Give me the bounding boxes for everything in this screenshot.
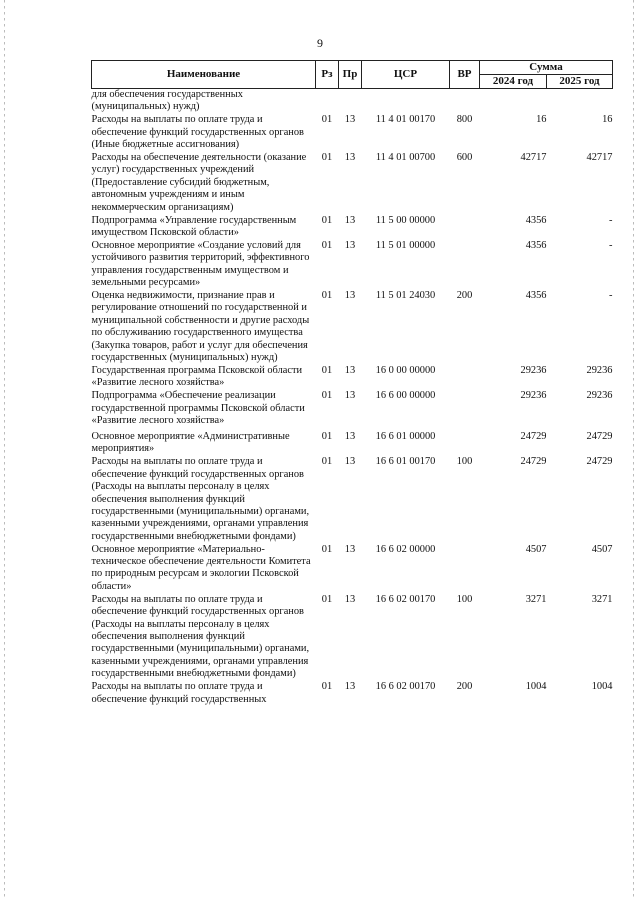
cell-sum-2025 — [547, 89, 613, 115]
cell-rz: 01 — [321, 290, 333, 301]
cell-pr: 13 — [344, 390, 356, 402]
cell-name: Основное мероприятие «Материально-техническое обеспечение деятельности Комитета по природным ресурсам и экологии Псковской области» — [91, 543, 311, 592]
cell-sum-2024 — [480, 89, 547, 115]
table-row — [92, 544, 613, 594]
cell-rz: 01 — [321, 456, 333, 468]
scan-edge-left — [4, 0, 5, 899]
header-rz: Рз — [316, 61, 339, 89]
cell-sum-2024: 4356 — [525, 239, 547, 251]
cell-csr: 16 6 01 00000 — [375, 430, 436, 442]
cell-rz: 01 — [321, 681, 333, 693]
cell-sum-2025: - — [609, 214, 613, 226]
cell-csr: 11 4 01 00170 — [375, 114, 436, 126]
cell-sum-2025: 24729 — [586, 430, 613, 442]
cell-name: Основное мероприятие «Создание условий для устойчивого развития территорий, эффективного управления государственным имуществом и земельными ресурсами» — [91, 239, 310, 289]
cell-vr: 100 — [456, 593, 473, 605]
header-year-2024: 2024 год — [480, 75, 547, 89]
cell-csr: 16 6 02 00000 — [375, 543, 436, 555]
cell-rz: 01 — [321, 543, 333, 555]
cell-sum-2025: 29236 — [586, 364, 613, 376]
cell-sum-2025: - — [609, 290, 613, 301]
cell-vr — [450, 365, 480, 390]
cell-vr: 200 — [456, 681, 473, 693]
cell-name: Расходы на выплаты по оплате труда и обеспечение функций государственных органов (Расходы на выплаты персоналу в целях обеспечения выполнения функций государственными (муниципальными) органами, казенными учреждениями, органами управления государственными внебюджетными фондами) — [91, 593, 310, 680]
cell-name: Основное мероприятие «Административные мероприятия» — [91, 430, 290, 455]
table-row — [92, 365, 613, 390]
cell-pr: 13 — [344, 593, 356, 605]
cell-sum-2024: 29236 — [520, 364, 547, 376]
cell-pr: 13 — [344, 214, 356, 226]
cell-vr — [450, 215, 480, 240]
table-row — [92, 152, 613, 215]
cell-rz: 01 — [321, 214, 333, 226]
cell-sum-2025: 24729 — [586, 456, 613, 468]
cell-name: для обеспечения государственных (муниципальных) нужд) — [91, 89, 243, 113]
cell-rz: 01 — [321, 593, 333, 605]
cell-rz: 01 — [321, 152, 333, 164]
scan-edge-right — [633, 0, 634, 899]
cell-sum-2025: 4507 — [591, 543, 613, 555]
cell-rz: 01 — [321, 430, 333, 442]
cell-pr: 13 — [344, 114, 356, 126]
cell-vr: 100 — [456, 456, 473, 468]
cell-sum-2024: 4356 — [525, 290, 547, 301]
cell-sum-2024: 16 — [536, 114, 547, 126]
header-pr: Пр — [339, 61, 362, 89]
header-name: Наименование — [92, 61, 316, 89]
cell-csr: 16 0 00 00000 — [375, 364, 436, 376]
cell-sum-2024: 42717 — [520, 152, 547, 164]
cell-pr: 13 — [344, 543, 356, 555]
cell-sum-2025: 16 — [602, 114, 613, 126]
table-row — [92, 594, 613, 681]
cell-sum-2025: 3271 — [591, 593, 613, 605]
table-header — [92, 61, 613, 89]
table-row — [92, 390, 613, 428]
table-row — [92, 89, 613, 115]
header-csr: ЦСР — [362, 61, 450, 89]
cell-csr: 16 6 02 00170 — [375, 593, 436, 605]
budget-table — [91, 60, 613, 706]
cell-csr — [362, 89, 450, 115]
header-sum: Сумма — [480, 61, 613, 75]
cell-sum-2025: 1004 — [591, 681, 613, 693]
cell-sum-2024: 3271 — [525, 593, 547, 605]
cell-sum-2025: 29236 — [586, 390, 613, 402]
cell-sum-2024: 29236 — [520, 390, 547, 402]
cell-vr — [450, 240, 480, 290]
cell-rz: 01 — [321, 364, 333, 376]
table-body — [92, 89, 613, 707]
cell-vr — [450, 89, 480, 115]
cell-name: Расходы на выплаты по оплате труда и обеспечение функций государственных — [91, 681, 267, 705]
cell-name: Расходы на обеспечение деятельности (оказание услуг) государственных учреждений (Предоставление субсидий бюджетным, автономным учреждениям и иным некоммерческим организациям) — [91, 152, 307, 213]
cell-name: Оценка недвижимости, признание прав и регулирование отношений по государственной и муниципальной собственности и другие расходы по обслуживанию государственного имущества (Закупка товаров, работ и услуг для обеспечения государственных (муниципальных) нужд) — [91, 290, 310, 364]
cell-sum-2024: 4507 — [525, 543, 547, 555]
cell-pr — [339, 89, 362, 115]
cell-rz: 01 — [321, 390, 333, 402]
header-vr: ВР — [450, 61, 480, 89]
cell-pr: 13 — [344, 456, 356, 468]
cell-vr — [450, 431, 480, 456]
cell-csr: 11 5 00 00000 — [375, 214, 436, 226]
cell-csr: 16 6 00 00000 — [375, 390, 436, 402]
cell-sum-2025: 42717 — [586, 152, 613, 164]
cell-pr: 13 — [344, 681, 356, 693]
cell-sum-2025: - — [609, 239, 613, 251]
table-row — [92, 681, 613, 706]
cell-csr: 11 5 01 00000 — [375, 239, 436, 251]
table-row — [92, 215, 613, 240]
header-year-2025: 2025 год — [547, 75, 613, 89]
cell-vr — [450, 390, 480, 428]
cell-pr: 13 — [344, 239, 356, 251]
cell-name: Подпрограмма «Управление государственным имуществом Псковской области» — [91, 214, 297, 238]
cell-sum-2024: 4356 — [525, 214, 547, 226]
cell-vr — [450, 544, 480, 594]
cell-name: Расходы на выплаты по оплате труда и обеспечение функций государственных органов (Расходы на выплаты персоналу в целях обеспечения выполнения функций государственными (муниципальными) органами, казенными учреждениями, органами управления государственными внебюджетными фондами) — [91, 456, 310, 542]
cell-csr: 11 4 01 00700 — [375, 152, 436, 164]
cell-name: Подпрограмма «Обеспечение реализации государственной программы Псковской области «Развитие лесного хозяйства» — [91, 390, 305, 427]
cell-vr: 200 — [456, 290, 473, 301]
table-row — [92, 431, 613, 456]
cell-pr: 13 — [344, 430, 356, 442]
cell-vr: 800 — [456, 114, 473, 126]
cell-csr: 11 5 01 24030 — [375, 290, 436, 301]
cell-sum-2024: 1004 — [525, 681, 547, 693]
cell-name: Государственная программа Псковской области «Развитие лесного хозяйства» — [91, 364, 303, 389]
cell-pr: 13 — [344, 152, 356, 164]
cell-rz: 01 — [321, 114, 333, 126]
cell-sum-2024: 24729 — [520, 430, 547, 442]
cell-csr: 16 6 01 00170 — [375, 456, 436, 468]
cell-rz — [316, 89, 339, 115]
cell-sum-2024: 24729 — [520, 456, 547, 468]
page-number: 9 — [317, 36, 323, 50]
cell-rz: 01 — [321, 239, 333, 251]
cell-pr: 13 — [344, 290, 356, 301]
cell-vr: 600 — [456, 152, 473, 164]
table-row — [92, 456, 613, 543]
table-row — [92, 240, 613, 290]
table-row — [92, 290, 613, 365]
cell-name: Расходы на выплаты по оплате труда и обеспечение функций государственных органов (Иные бюджетные ассигнования) — [91, 114, 304, 151]
cell-pr: 13 — [344, 364, 356, 376]
cell-csr: 16 6 02 00170 — [375, 681, 436, 693]
table-row — [92, 114, 613, 152]
